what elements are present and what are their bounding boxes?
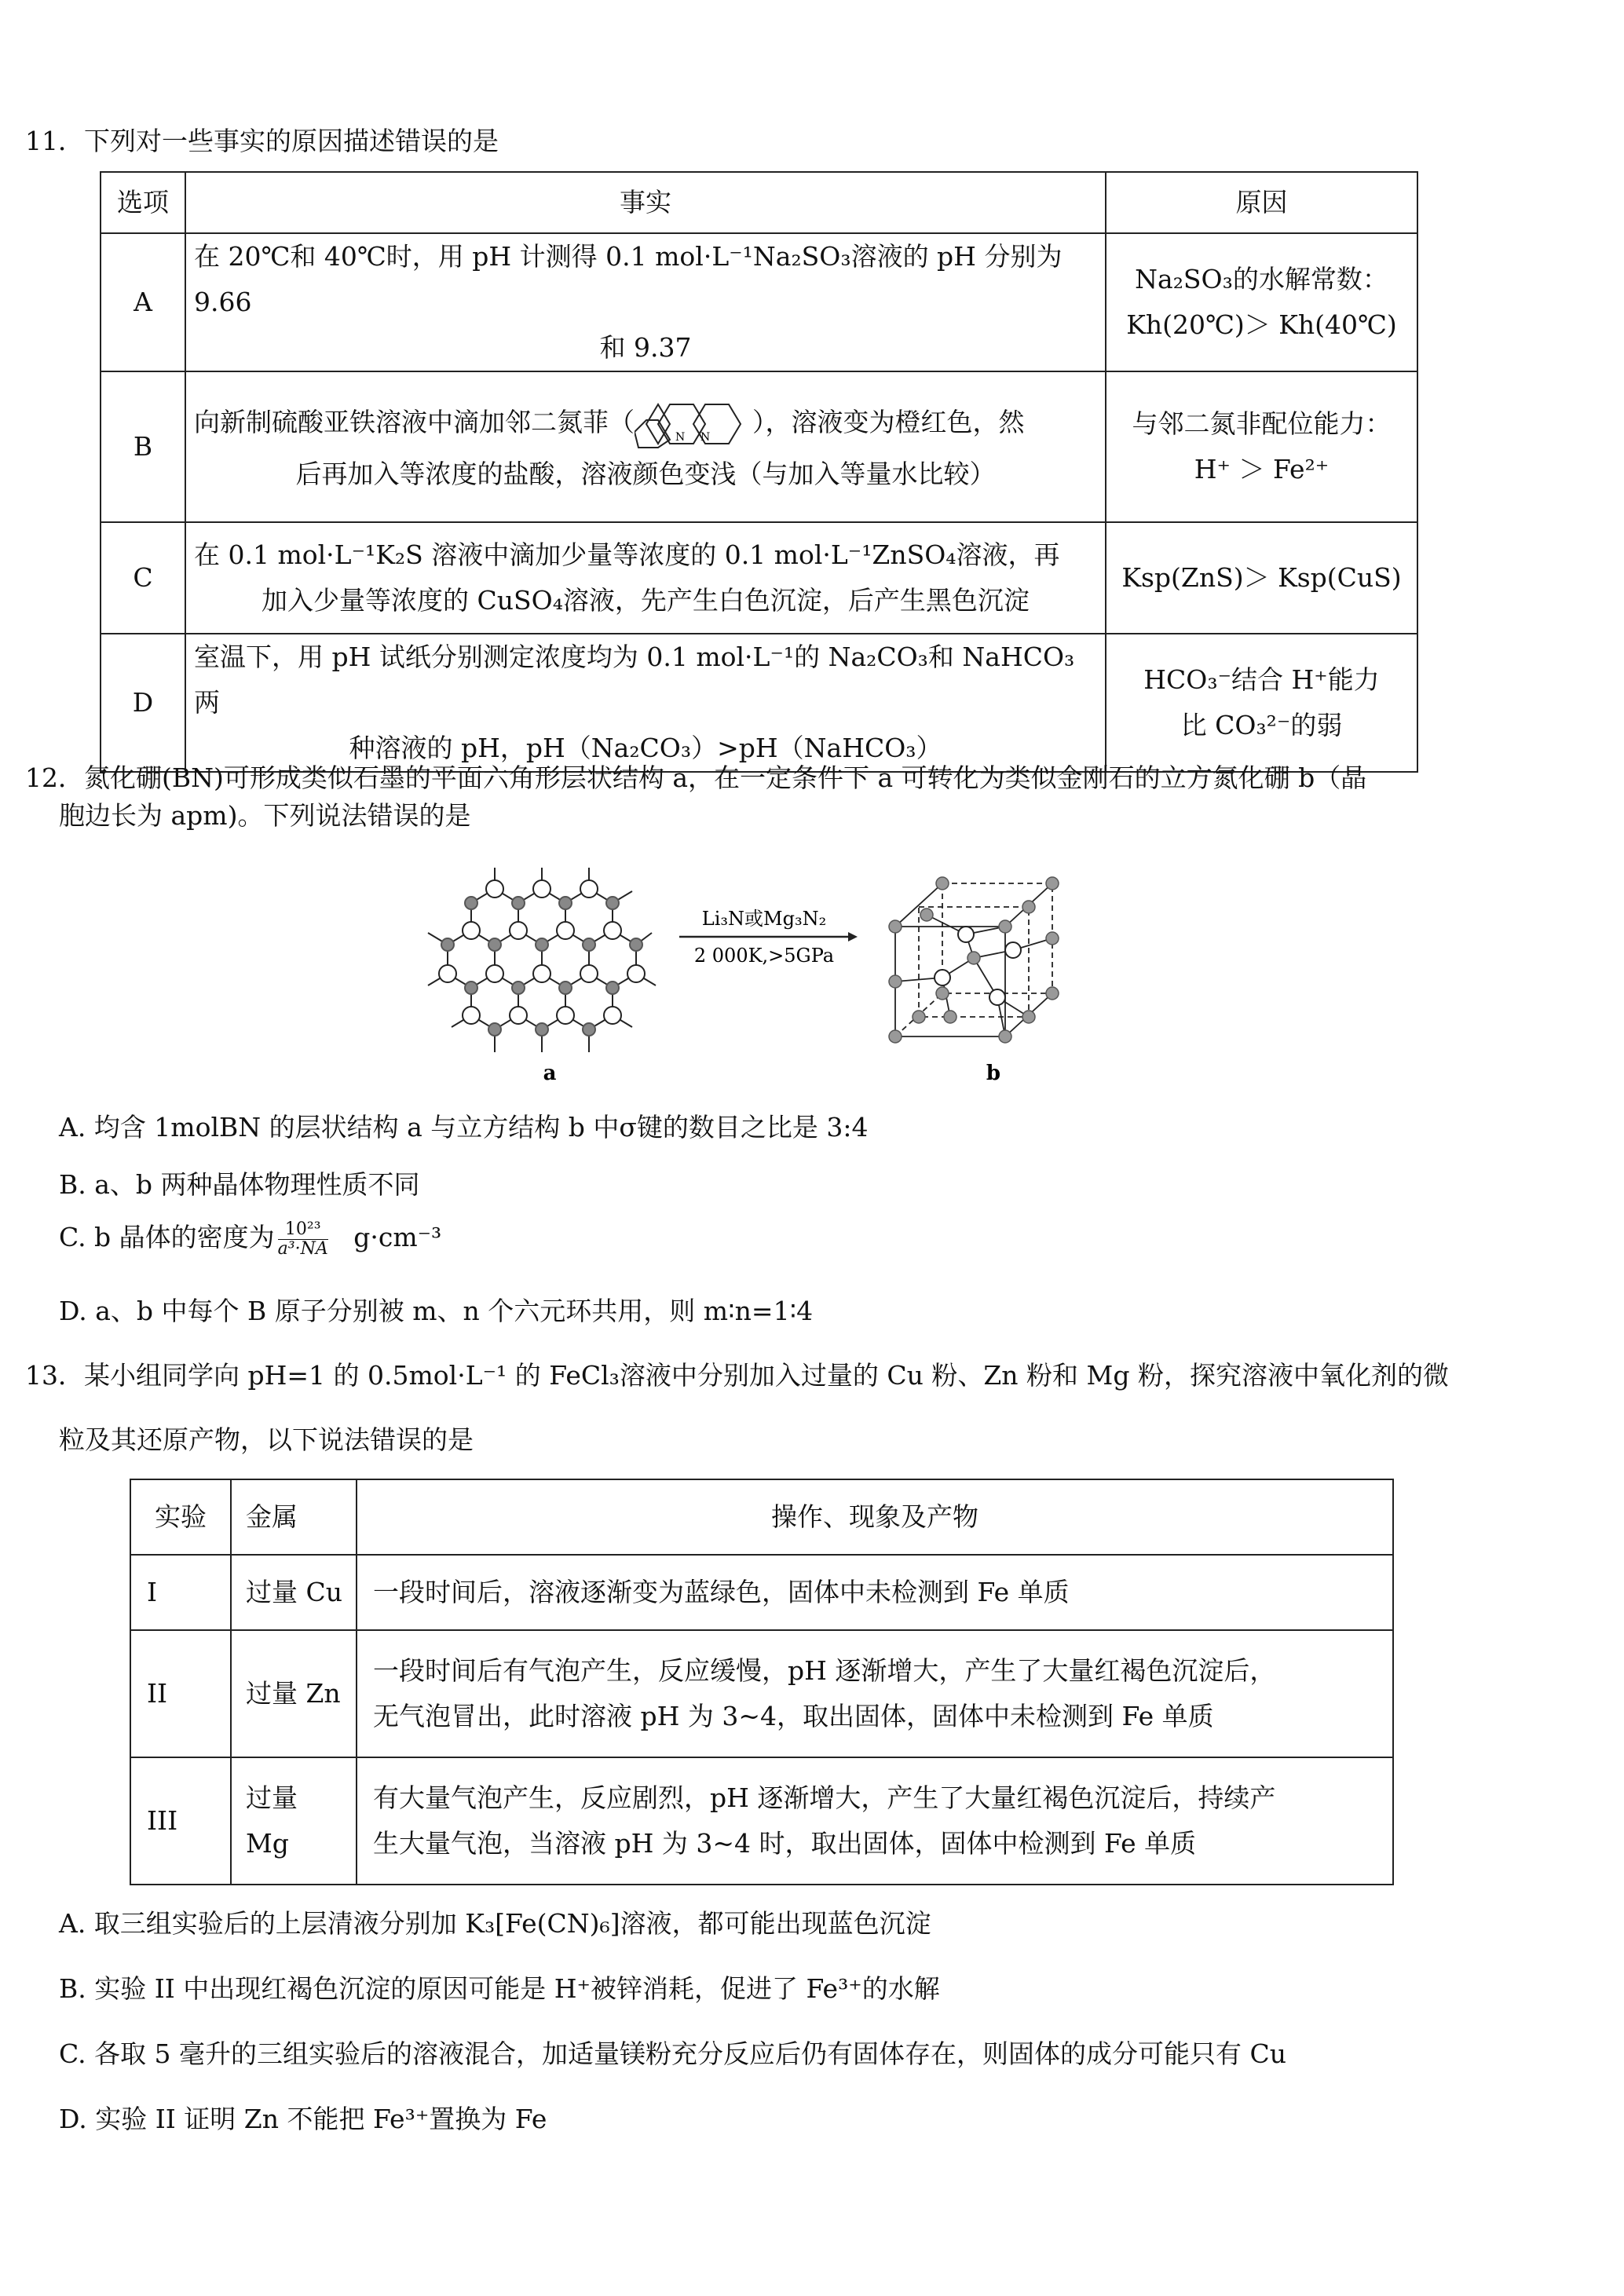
description-line: 无气泡冒出，此时溶液 pH 为 3~4，取出固体，固体中未检测到 Fe 单质 [373, 1701, 1214, 1731]
table-row [101, 371, 1417, 522]
table-row [101, 634, 1417, 772]
arrow-condition-bottom: 2 000K,>5GPa [693, 945, 835, 967]
option-c-text: C. b 晶体的密度为 [59, 1222, 275, 1252]
fact-line: 在 20℃和 40℃时，用 pH 计测得 0.1 mol·L⁻¹Na₂SO₃溶液的 pH 分别为 9.66 [194, 241, 1063, 317]
table-header-row [130, 1479, 1393, 1555]
table-row [130, 1630, 1393, 1757]
phenanthroline-structure-icon [635, 397, 752, 452]
label-b: b [986, 1062, 1001, 1084]
row-option: B [101, 371, 185, 522]
row-reason [1106, 371, 1417, 522]
density-fraction [278, 1220, 328, 1259]
reason-line: Kh(20℃)＞ Kh(40℃) [1126, 309, 1397, 340]
fraction-numerator: 10²³ [278, 1220, 328, 1240]
q12-option-a: A. 均含 1molBN 的层状结构 a 与立方结构 b 中σ键的数目之比是 3:4 [59, 1112, 869, 1143]
reason-line: 比 CO₃²⁻的弱 [1180, 710, 1343, 740]
fact-line: 和 9.37 [599, 332, 692, 363]
q11-table [100, 171, 1418, 773]
header-option: 选项 [101, 172, 185, 233]
label-a: a [543, 1062, 557, 1084]
q13-stem-line1: 13．某小组同学向 pH=1 的 0.5mol·L⁻¹ 的 FeCl₃溶液中分别加入过量的 Cu 粉、Zn 粉和 Mg 粉，探究溶液中氧化剂的微 [25, 1360, 1449, 1391]
fact-line: 加入少量等浓度的 CuSO₄溶液，先产生白色沉淀，后产生黑色沉淀 [262, 585, 1030, 616]
table-row [101, 233, 1417, 371]
q13-stem-line2: 粒及其还原产物，以下说法错误的是 [59, 1424, 474, 1455]
q12-stem-line1: 12．氮化硼(BN)可形成类似石墨的平面六角形层状结构 a，在一定条件下 a 可转化为类似金刚石的立方氮化硼 b（晶 [25, 762, 1367, 793]
table-row [101, 522, 1417, 634]
table-row [130, 1555, 1393, 1630]
fact-line: 在 0.1 mol·L⁻¹K₂S 溶液中滴加少量等浓度的 0.1 mol·L⁻¹ZnSO₄溶液，再 [194, 539, 1060, 570]
reason-line: Ksp(ZnS)＞ Ksp(CuS) [1121, 562, 1402, 593]
header-description: 操作、现象及产物 [357, 1479, 1393, 1555]
q13-option-c: C. 各取 5 毫升的三组实验后的溶液混合，加适量镁粉充分反应后仍有固体存在，则固体的成分可能只有 Cu [59, 2038, 1287, 2069]
row-fact [185, 522, 1106, 634]
fact-line: 后再加入等浓度的盐酸，溶液颜色变浅（与加入等量水比较） [295, 459, 996, 489]
q13-option-a: A. 取三组实验后的上层清液分别加 K₃[Fe(CN)₆]溶液，都可能出现蓝色沉淀 [59, 1908, 931, 1939]
reason-line: H⁺ ＞ Fe²⁺ [1194, 454, 1330, 484]
q12-option-c [59, 1217, 441, 1259]
row-metal: 过量 Cu [231, 1555, 357, 1630]
row-option: A [101, 233, 185, 371]
description-line: 有大量气泡产生，反应剧烈，pH 逐渐增大，产生了大量红褐色沉淀后，持续产 [373, 1782, 1276, 1813]
density-unit: g·cm⁻³ [353, 1222, 442, 1252]
row-description: 一段时间后，溶液逐渐变为蓝绿色，固体中未检测到 Fe 单质 [357, 1555, 1393, 1630]
q11-stem: 11．下列对一些事实的原因描述错误的是 [25, 126, 499, 156]
reason-line: Na₂SO₃的水解常数： [1135, 264, 1388, 294]
row-option: D [101, 634, 185, 772]
row-option: C [101, 522, 185, 634]
reason-line: 与邻二氮非配位能力： [1132, 408, 1392, 439]
table-row [130, 1757, 1393, 1885]
hexagonal-layer-structure-a [428, 868, 656, 1052]
row-experiment: II [130, 1630, 231, 1757]
row-experiment: III [130, 1757, 231, 1885]
q12-stem-line2: 胞边长为 apm)。下列说法错误的是 [59, 800, 471, 831]
header-experiment: 实验 [130, 1479, 231, 1555]
fraction-denominator: a³·NA [277, 1238, 328, 1259]
row-experiment: I [130, 1555, 231, 1630]
arrow-condition-top: Li₃N或Mg₃N₂ [701, 908, 827, 930]
fact-text: ），溶液变为橙红色，然 [752, 407, 1025, 437]
description-line: 一段时间后有气泡产生，反应缓慢，pH 逐渐增大，产生了大量红褐色沉淀后， [373, 1655, 1276, 1686]
q12-option-b: B. a、b 两种晶体物理性质不同 [59, 1169, 420, 1200]
q12-option-d: D. a、b 中每个 B 原子分别被 m、n 个六元环共用，则 m∶n=1∶4 [59, 1296, 814, 1326]
row-reason [1106, 634, 1417, 772]
row-reason [1106, 233, 1417, 371]
fact-line: 室温下，用 pH 试纸分别测定浓度均为 0.1 mol·L⁻¹的 Na₂CO₃和 NaHCO₃两 [194, 642, 1075, 718]
row-description [357, 1630, 1393, 1757]
row-metal: 过量 Zn [231, 1630, 357, 1757]
svg-text:N: N [675, 431, 686, 444]
table-header-row [101, 172, 1417, 233]
header-reason: 原因 [1106, 172, 1417, 233]
row-fact [185, 371, 1106, 522]
q13-table [130, 1479, 1394, 1885]
q13-option-d: D. 实验 II 证明 Zn 不能把 Fe³⁺置换为 Fe [59, 2104, 547, 2134]
reason-line: HCO₃⁻结合 H⁺能力 [1143, 664, 1380, 695]
row-reason [1106, 522, 1417, 634]
svg-text:N: N [700, 431, 711, 444]
bn-structure-diagram [424, 832, 1099, 1084]
row-fact [185, 634, 1106, 772]
header-fact: 事实 [185, 172, 1106, 233]
header-metal: 金属 [231, 1479, 357, 1555]
arrow-head-icon [848, 932, 858, 941]
row-fact [185, 233, 1106, 371]
description-line: 生大量气泡，当溶液 pH 为 3~4 时，取出固体，固体中检测到 Fe 单质 [373, 1828, 1197, 1859]
fact-text: 向新制硫酸亚铁溶液中滴加邻二氮菲（ [194, 407, 635, 437]
row-metal: 过量 Mg [231, 1757, 357, 1885]
fact-line: 种溶液的 pH，pH（Na₂CO₃）>pH（NaHCO₃） [349, 733, 942, 763]
q13-option-b: B. 实验 II 中出现红褐色沉淀的原因可能是 H⁺被锌消耗，促进了 Fe³⁺的水解 [59, 1973, 940, 2004]
fact-line [194, 397, 1097, 452]
row-description [357, 1757, 1393, 1885]
